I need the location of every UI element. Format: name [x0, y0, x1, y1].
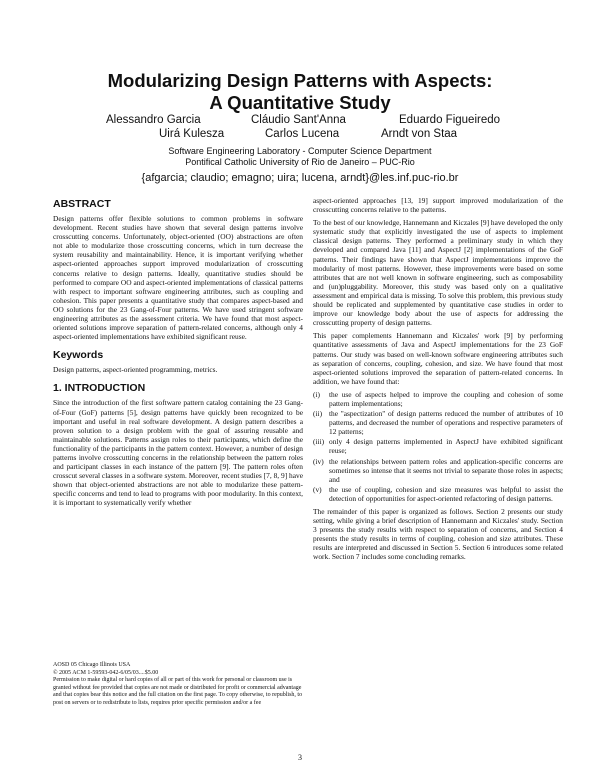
- list-text: the use of aspects helped to improve the coupling and cohesion of some pattern implementations;: [329, 389, 563, 408]
- title-line-2: A Quantitative Study: [209, 92, 391, 113]
- list-text: the use of coupling, cohesion and size measures was helpful to assist the detection of opportunities for aspect-oriented refactoring of design patterns.: [329, 484, 563, 503]
- list-item: [313, 457, 563, 484]
- copyright-notice: [53, 662, 303, 708]
- paragraph: This paper complements Hannemann and Kiczales' work [9] by performing quantitative assessments of Java and AspectJ implementations for the 23 GoF patterns. Our study was based on well-known software engineering attributes such as separation of concerns, coupling, cohesion, and size. We have found that most aspect-oriented solutions improved the separation of pattern-related concerns. In addition, we have found that:: [313, 331, 563, 386]
- affiliation-line-2: Pontifical Catholic University of Rio de Janeiro – PUC-Rio: [185, 157, 415, 167]
- affiliation-line-1: Software Engineering Laboratory - Computer Science Department: [168, 146, 432, 156]
- acm-line: © 2005 ACM 1-59593-042-6/05/03....$5.00: [53, 669, 159, 676]
- page-number: 3: [298, 753, 302, 762]
- author-name: Alessandro Garcia: [106, 114, 201, 126]
- list-item: [313, 437, 563, 455]
- introduction-heading: 1. INTRODUCTION: [53, 382, 146, 395]
- paragraph: The remainder of this paper is organized as follows. Section 2 presents our study setting, while giving a brief description of Hannemann and Kiczales' study. Section 3 presents the study results with respect to separation of concerns, and Section 4 presents the study results in terms of coupling, cohesion and size attributes. These results are interpreted and discussed in Section 5. Section 6 introduces some related work. Section 7 includes some concluding remarks.: [313, 507, 563, 562]
- list-text: only 4 design patterns implemented in AspectJ have exhibited significant reuse;: [329, 437, 563, 456]
- title-line-1: Modularizing Design Patterns with Aspects:: [107, 70, 493, 91]
- list-item: [313, 409, 563, 436]
- abstract-text: Design patterns offer flexible solutions to common problems in software development. Recent studies have shown that several design patterns involve crosscutting concerns. Unfortunately, object-oriented (OO) abstractions are often not able to modularize those crosscutting concerns, which in turn decrease the system reusability and maintainability. Hence, it is important verifying whether aspect-oriented approaches support improved modularization of crosscutting concerns relative to design patterns. Ideally, quantitative studies should be performed to compare OO and aspect-oriented implementations of classical patterns with respect to important software engineering attributes, such as coupling and cohesion. This paper presents a quantitative study that compares aspect-based and OO solutions for the 23 Gang-of-Four patterns. We have used stringent software engineering attributes as the assessment criteria. We have found that most aspect-oriented solutions improve separation of pattern-related concerns, although only 4 aspect-oriented implementations have exhibited significant reuse.: [53, 214, 303, 342]
- paragraph: aspect-oriented approaches [13, 19] support improved modularization of the crosscutting concerns relative to the patterns.: [313, 196, 563, 215]
- list-item: [313, 485, 563, 503]
- list-text: the "aspectization" of design patterns reduced the number of attributes of 10 patterns, and decreased the number of operations and respective parameters of 12 patterns;: [329, 409, 563, 437]
- left-column: [53, 198, 303, 512]
- author-emails: {afgarcia; claudio; emagno; uira; lucena, arndt}@les.inf.puc-rio.br: [141, 172, 459, 184]
- list-number: (iv): [313, 456, 324, 466]
- introduction-text: Since the introduction of the first software pattern catalog containing the 23 Gang-of-Four (GoF) patterns [5], design patterns have quickly been recognized to be important and useful in real software development. A design pattern describes a proven solution to a design problem with the goal of assuring reusable and maintainable solutions. Patterns assign roles to their participants, which define the functionality of the participants in the pattern context. However, a number of design patterns involve crosscutting concerns in the relationship between the pattern roles and participant classes in each instance of the pattern [9]. The pattern roles often crosscut several classes in a software system. Moreover, recent studies [7, 8, 9] have shown that object-oriented abstractions are not able to modularize these pattern-specific concerns and tend to lead to programs with poor modularity. In this context, it is important to systematically verify whether: [53, 398, 303, 508]
- author-name: Carlos Lucena: [265, 128, 340, 140]
- paragraph: To the best of our knowledge, Hannemann and Kiczales [9] have developed the only systematic study that explicitly investigated the use of aspects to implement classical design patterns. They performed a preliminary study in which they developed and compared Java [11] and AspectJ [2] implementations of the GoF patterns. Their findings have shown that AspectJ implementations improve the modularity of most patterns. However, these improvements were based on some attributes that are not well known in software engineering, such as composability and (un)pluggability. Moreover, this study was based only on a qualitative assessment and empirical data is missing. To solve this problem, this previous study should be replicated and supplemented by quantitative case studies in order to improve our knowledge body about the use of aspects for addressing the crosscutting property of design patterns.: [313, 218, 563, 328]
- list-item: [313, 390, 563, 408]
- affiliation: [0, 146, 600, 168]
- paper-title: [0, 70, 600, 114]
- permission-text: Permission to make digital or hard copies of all or part of this work for personal or classroom use is granted without fee provided that copies are not made or distributed for profit or commercial advantage and that copies bear this notice and the full citation on the first page. To copy otherwise, to republish, to post on servers or to redistribute to lists, requires prior specific permission and/or a fee: [53, 677, 303, 706]
- abstract-heading: ABSTRACT: [53, 198, 111, 210]
- keywords-heading: Keywords: [53, 349, 104, 362]
- venue-line: AOSD 05 Chicago Illinois USA: [53, 662, 131, 668]
- list-number: (iii): [313, 437, 325, 447]
- list-number: (ii): [313, 409, 323, 419]
- list-text: the relationships between pattern roles and application-specific concerns are sometimes so intense that it seems not trivial to separate those roles in aspects; and: [329, 456, 563, 484]
- list-number: (i): [313, 389, 320, 399]
- author-name: Arndt von Staa: [381, 128, 458, 140]
- author-name: Uirá Kulesza: [159, 128, 225, 140]
- author-name: Cláudio Sant'Anna: [251, 114, 346, 126]
- author-name: Eduardo Figueiredo: [399, 114, 501, 126]
- list-number: (v): [313, 484, 322, 494]
- keywords-text: Design patterns, aspect-oriented programming, metrics.: [53, 365, 218, 375]
- findings-list: [313, 390, 563, 503]
- right-column: [313, 196, 563, 566]
